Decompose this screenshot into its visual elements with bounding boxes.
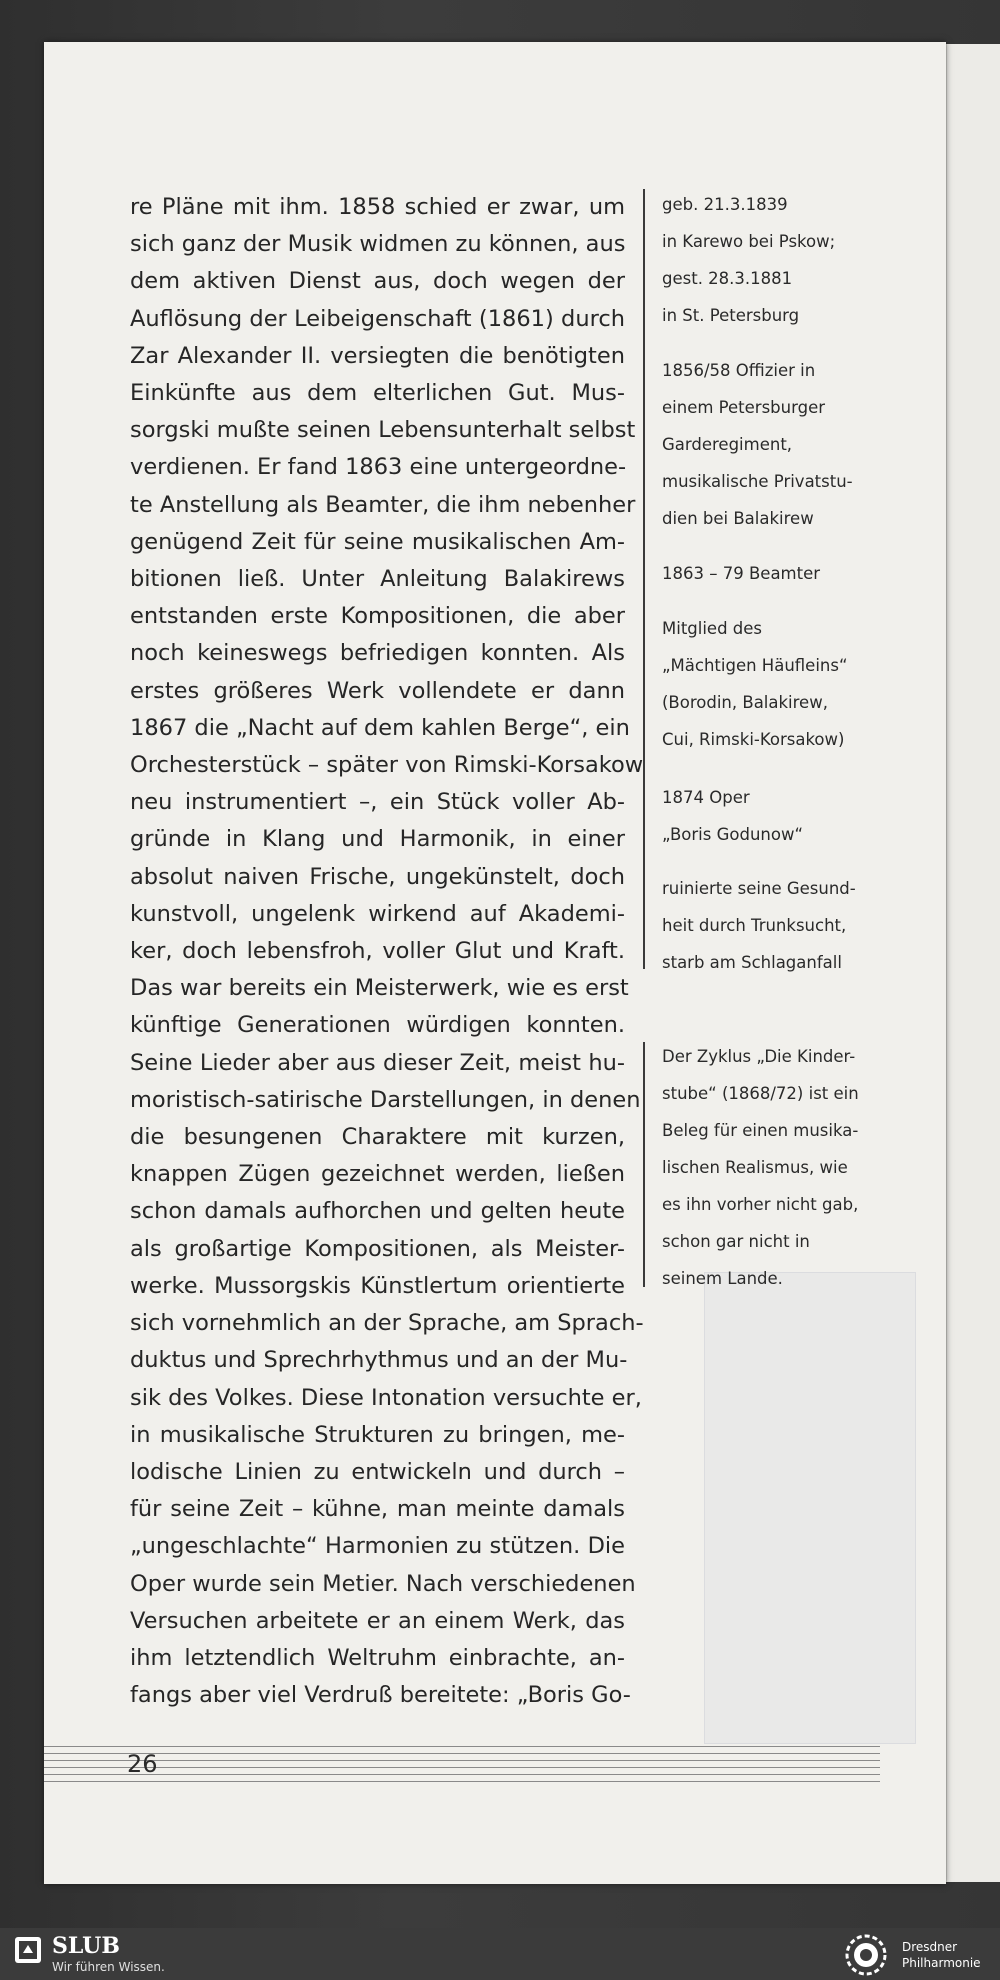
text-line: Das war bereits ein Meisterwerk, wie es erst <box>130 975 629 1002</box>
text-line: Auflösung der Leibeigenschaft (1861) durch <box>130 305 625 332</box>
sidebar-line: einem Petersburger <box>662 398 826 417</box>
text-line: duktus und Sprechrhythmus und an der Mu- <box>130 1347 628 1374</box>
text-line: kunstvoll, ungelenk wirkend auf Akademi- <box>130 900 625 927</box>
sidebar-line: 1874 Oper <box>662 788 750 807</box>
footer-rule-2 <box>44 1753 880 1754</box>
text-line: gründe in Klang und Harmonik, in einer <box>130 826 625 853</box>
text-line: „ungeschlachte“ Harmonien zu stützen. Die <box>130 1533 625 1560</box>
text-line: fangs aber viel Verdruß bereitete: „Boris Go- <box>130 1682 631 1709</box>
partner-line-1: Dresdner <box>902 1940 958 1954</box>
dresdner-philharmonie-logo-icon[interactable] <box>842 1931 890 1979</box>
text-line: Einkünfte aus dem elterlichen Gut. Mus- <box>130 380 625 407</box>
text-line: sich ganz der Musik widmen zu können, aus <box>130 231 626 258</box>
text-line: verdienen. Er fand 1863 eine untergeordne- <box>130 454 627 481</box>
sidebar-block-officer <box>662 352 892 537</box>
text-line: sich vornehmlich an der Sprache, am Sprach- <box>130 1310 644 1337</box>
sidebar-line: Mitglied des <box>662 619 763 638</box>
text-line: erstes größeres Werk vollendete er dann <box>130 677 625 704</box>
sidebar-block-kinderstube <box>662 1038 892 1297</box>
text-line: ker, doch lebensfroh, voller Glut und Kraft. <box>130 938 625 965</box>
text-line: ihm letztendlich Weltruhm einbrachte, an- <box>130 1644 625 1671</box>
text-line: noch keineswegs befriedigen konnten. Als <box>130 640 625 667</box>
sidebar-line: musikalische Privatstu- <box>662 472 853 491</box>
institution-bar <box>0 1928 1000 1980</box>
text-line: in musikalische Strukturen zu bringen, me- <box>130 1421 625 1448</box>
slub-name[interactable]: SLUB <box>52 1933 120 1959</box>
text-line: absolut naiven Frische, ungekünstelt, doch <box>130 863 625 890</box>
sidebar-line: Der Zyklus „Die Kinder- <box>662 1047 856 1066</box>
sidebar-line: Beleg für einen musika- <box>662 1121 859 1140</box>
slub-tagline: Wir führen Wissen. <box>52 1960 165 1974</box>
text-line: entstanden erste Kompositionen, die aber <box>130 603 625 630</box>
sidebar-block-boris-godunow <box>662 779 892 853</box>
text-line: Zar Alexander II. versiegten die benötigten <box>130 342 625 369</box>
sidebar-line: starb am Schlaganfall <box>662 953 842 972</box>
footer-rule-1 <box>44 1746 880 1747</box>
next-page-edge <box>946 44 1000 1882</box>
dresdner-philharmonie-label[interactable] <box>902 1939 981 1971</box>
slub-logo-icon[interactable] <box>14 1936 42 1964</box>
sidebar-line: ruinierte seine Gesund- <box>662 879 856 898</box>
show-through-area <box>704 1272 916 1744</box>
sidebar-line: es ihn vorher nicht gab, <box>662 1195 859 1214</box>
text-line: genügend Zeit für seine musikalischen Am- <box>130 528 625 555</box>
sidebar-line: gest. 28.3.1881 <box>662 269 793 288</box>
text-line: sorgski mußte seinen Lebensunterhalt selbst <box>130 417 636 444</box>
sidebar-line: „Mächtigen Häufleins“ <box>662 656 848 675</box>
sidebar-line: 1856/58 Offizier in <box>662 361 816 380</box>
text-line: dem aktiven Dienst aus, doch wegen der <box>130 268 625 295</box>
text-line: Oper wurde sein Metier. Nach verschiedenen <box>130 1570 636 1597</box>
sidebar-line: geb. 21.3.1839 <box>662 195 788 214</box>
sidebar-line: Cui, Rimski-Korsakow) <box>662 730 845 749</box>
text-line: re Pläne mit ihm. 1858 schied er zwar, um <box>130 194 625 220</box>
sidebar-line: 1863 – 79 Beamter <box>662 564 821 583</box>
sidebar-block-mighty-handful <box>662 610 892 758</box>
sidebar-rule-bottom <box>643 1042 645 1287</box>
text-line: 1867 die „Nacht auf dem kahlen Berge“, ein <box>130 714 630 741</box>
text-line: moristisch-satirische Darstellungen, in denen <box>130 1086 641 1113</box>
text-line: für seine Zeit – kühne, man meinte damals <box>130 1496 625 1523</box>
sidebar-block-health <box>662 870 892 981</box>
sidebar-line: (Borodin, Balakirew, <box>662 693 828 712</box>
sidebar-line: dien bei Balakirew <box>662 509 814 528</box>
text-line: die besungenen Charaktere mit kurzen, <box>130 1124 625 1151</box>
sidebar-line: seinem Lande. <box>662 1269 783 1288</box>
text-line: Orchesterstück – später von Rimski-Korsakow <box>130 752 644 779</box>
text-line: bitionen ließ. Unter Anleitung Balakirews <box>130 566 625 593</box>
sidebar-rule-top <box>643 189 645 969</box>
main-text-column <box>130 189 644 1714</box>
sidebar-line: Garderegiment, <box>662 435 793 454</box>
page-number: 26 <box>127 1750 158 1778</box>
footer-rule-5 <box>44 1774 880 1775</box>
text-line: künftige Generationen würdigen konnten. <box>130 1012 625 1039</box>
text-line: te Anstellung als Beamter, die ihm nebenher <box>130 491 636 518</box>
sidebar-line: stube“ (1868/72) ist ein <box>662 1084 859 1103</box>
sidebar-block-civil-servant <box>662 555 892 592</box>
footer-rule-3 <box>44 1760 880 1761</box>
sidebar-line: in St. Petersburg <box>662 306 800 325</box>
text-line: als großartige Kompositionen, als Meister- <box>130 1235 625 1262</box>
sidebar-line: in Karewo bei Pskow; <box>662 232 836 251</box>
text-line: neu instrumentiert –, ein Stück voller Ab- <box>130 789 625 816</box>
sidebar-block-dates <box>662 186 892 334</box>
sidebar-line: schon gar nicht in <box>662 1232 810 1251</box>
text-line: schon damals aufhorchen und gelten heute <box>130 1198 625 1225</box>
text-line: werke. Mussorgskis Künstlertum orientierte <box>130 1272 625 1299</box>
footer-rule-6 <box>44 1781 880 1782</box>
text-line: sik des Volkes. Diese Intonation versuchte er, <box>130 1384 642 1411</box>
text-line: lodische Linien zu entwickeln und durch – <box>130 1458 625 1485</box>
text-line: Versuchen arbeitete er an einem Werk, das <box>130 1607 625 1634</box>
partner-line-2: Philharmonie <box>902 1956 981 1970</box>
text-line: Seine Lieder aber aus dieser Zeit, meist hu- <box>130 1049 625 1076</box>
text-line: knappen Zügen gezeichnet werden, ließen <box>130 1161 625 1188</box>
sidebar-line: heit durch Trunksucht, <box>662 916 847 935</box>
sidebar-line: „Boris Godunow“ <box>662 825 803 844</box>
footer-rule-4 <box>44 1767 880 1768</box>
sidebar-line: lischen Realismus, wie <box>662 1158 848 1177</box>
